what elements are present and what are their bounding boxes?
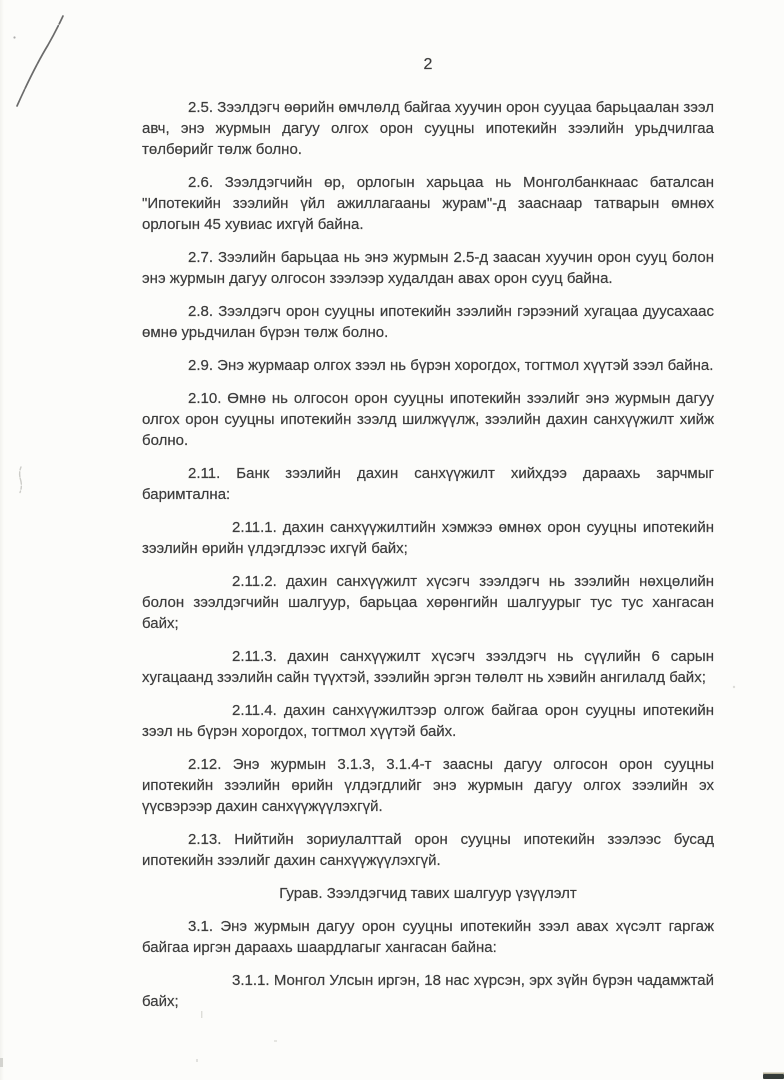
paragraph-2-8: 2.8. Зээлдэгч орон сууцны ипотекийн зээлийн гэрээний хугацаа дуусахаас өмнө урьдчилан бүрэн төлж болно. xyxy=(142,303,714,341)
paragraph-2-6: 2.6. Зээлдэгчийн өр, орлогын харьцаа нь Монголбанкнаас баталсан "Ипотекийн зээлийн үйл ажиллагааны журам"-д зааснаар татварын өмнөх орлогын 45 хувиас ихгүй байна. xyxy=(142,174,714,233)
edge-speck-mark xyxy=(0,1058,3,1067)
paragraph-2-10: 2.10. Өмнө нь олгосон орон сууцны ипотекийн зээлийг энэ журмын дагуу олгох орон сууцны ипотекийн зээлд шилжүүлж, зээлийн дахин санхүүжилт хийж болно. xyxy=(142,390,714,449)
paragraph-3-1: 3.1. Энэ журмын дагуу орон сууцны ипотекийн зээл авах хүсэлт гаргаж байгаа иргэн дараахь шаардлагыг хангасан байна: xyxy=(142,918,714,956)
paragraph-2-11-3: 2.11.3. дахин санхүүжилт хүсэгч зээлдэгч нь сүүлийн 6 сарын хугацаанд зээлийн сайн түүхтэй, зээлийн эргэн төлөлт нь хэвийн ангилалд байх; xyxy=(142,648,714,686)
speck-mark xyxy=(274,1040,277,1042)
paragraph-2-11-1: 2.11.1. дахин санхүүжилтийн хэмжээ өмнөх орон сууцны ипотекийн зээлийн өрийн үлдэгдлээс ихгүй байх; xyxy=(142,519,714,557)
margin-smudge-mark xyxy=(20,467,22,493)
corner-dark-mark xyxy=(763,1074,784,1079)
paragraph-2-7: 2.7. Зээлийн барьцаа нь энэ журмын 2.5-д заасан хуучин орон сууц болон энэ журмын дагуу олгосон зээлээр худалдан авах орон сууц байна. xyxy=(142,249,714,287)
page-number: 2 xyxy=(423,56,433,73)
corner-mark-highlight xyxy=(763,1073,784,1075)
paragraph-2-11-2: 2.11.2. дахин санхүүжилт хүсэгч зээлдэгч нь зээлийн нөхцөлийн болон зээлдэгчийн шалгуур, барьцаа хөрөнгийн шалгуурыг тус тус хангасан байх; xyxy=(142,573,714,632)
speck-mark xyxy=(733,686,735,688)
paragraph-2-11: 2.11. Банк зээлийн дахин санхүүжилт хийхдээ дараахь зарчмыг баримтална: xyxy=(142,465,714,503)
paragraph-2-12: 2.12. Энэ журмын 3.1.3, 3.1.4-т заасны дагуу олгосон орон сууцны ипотекийн зээлийн өрийн үлдэгдлийг энэ журмын дагуу олгох зээлийн эх үүсвэрээр дахин санхүүжүүлэхгүй. xyxy=(142,756,714,815)
speck-mark xyxy=(201,1011,202,1018)
paragraph-3-1-1: 3.1.1. Монгол Улсын иргэн, 18 нас хүрсэн, эрх зүйн бүрэн чадамжтай байх; xyxy=(142,972,714,1010)
document-body xyxy=(142,54,714,1012)
speck-mark xyxy=(196,1059,198,1062)
pen-stroke-mark xyxy=(17,16,63,106)
section-heading-three: Гурав. Зээлдэгчид тавих шалгуур үзүүлэлт xyxy=(279,885,577,902)
paragraph-2-5: 2.5. Зээлдэгч өөрийн өмчлөлд байгаа хуучин орон сууцаа барьцаалан зээл авч, энэ журмын дагуу олгох орон сууцны ипотекийн зээлийн урьдчилгаа төлбөрийг төлж болно. xyxy=(142,99,714,158)
ink-dot-mark xyxy=(13,36,15,38)
paragraph-2-9: 2.9. Энэ журмаар олгох зээл нь бүрэн хорогдох, тогтмол хүүтэй зээл байна. xyxy=(188,357,714,374)
paragraph-2-11-4: 2.11.4. дахин санхүүжилтээр олгож байгаа орон сууцны ипотекийн зээл нь бүрэн хорогдох, тогтмол хүүтэй байх. xyxy=(142,702,714,740)
paragraph-2-13: 2.13. Нийтийн зориулалттай орон сууцны ипотекийн зээлээс бусад ипотекийн зээлийг дахин санхүүжүүлэхгүй. xyxy=(142,831,714,869)
